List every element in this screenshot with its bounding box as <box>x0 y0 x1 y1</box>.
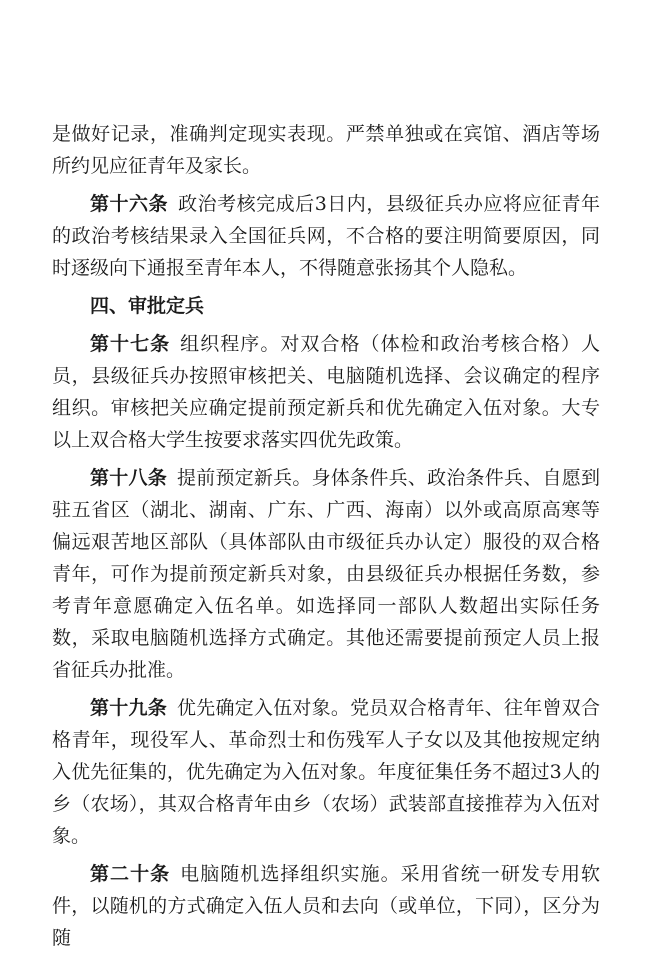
article-number: 第二十条 <box>90 863 171 885</box>
article-number: 第十六条 <box>90 193 169 215</box>
article-number: 第十九条 <box>90 697 167 719</box>
article-text: 提前预定新兵。身体条件兵、政治条件兵、自愿到驻五省区（湖北、湖南、广东、广西、海南）以外或高原高寒等偏远艰苦地区部队（具体部队由市级征兵办认定）服役的双合格青年，可作为提前预定新兵对象，由县级征兵办根据任务数，参考青年意愿确定入伍名单。如选择同一部队人数超出实际任务数，采取电脑随机选择方式确定。其他还需要提前预定人员上报省征兵办批准。 <box>52 467 600 681</box>
article-text: 优先确定入伍对象。党员双合格青年、往年曾双合格青年，现役军人、革命烈士和伤残军人子女以及其他按规定纳入优先征集的，优先确定为入伍对象。年度征集任务不超过3人的乡（农场），其双合格青年由乡（农场）武装部直接推荐为入伍对象。 <box>52 697 600 847</box>
section-heading: 四、审批定兵 <box>90 295 205 317</box>
article-number: 第十七条 <box>90 333 171 355</box>
article-18 <box>52 462 600 686</box>
article-20 <box>52 858 600 954</box>
paragraph-text: 是做好记录，准确判定现实表现。严禁单独或在宾馆、酒店等场所约见应征青年及家长。 <box>52 123 600 177</box>
document-page <box>52 118 600 954</box>
article-16 <box>52 188 600 284</box>
paragraph-1 <box>52 118 600 182</box>
article-text: 政治考核完成后3日内，县级征兵办应将应征青年的政治考核结果录入全国征兵网，不合格的要注明简要原因，同时逐级向下通报至青年本人，不得随意张扬其个人隐私。 <box>52 193 600 279</box>
article-text: 电脑随机选择组织实施。采用省统一研发专用软件，以随机的方式确定入伍人员和去向（或单位，下同），区分为随 <box>52 863 600 949</box>
article-number: 第十八条 <box>90 467 167 489</box>
article-17 <box>52 328 600 456</box>
article-text: 组织程序。对双合格（体检和政治考核合格）人员，县级征兵办按照审核把关、电脑随机选择、会议确定的程序组织。审核把关应确定提前预定新兵和优先确定入伍对象。大专以上双合格大学生按要求落实四优先政策。 <box>52 333 600 451</box>
article-19 <box>52 692 600 852</box>
